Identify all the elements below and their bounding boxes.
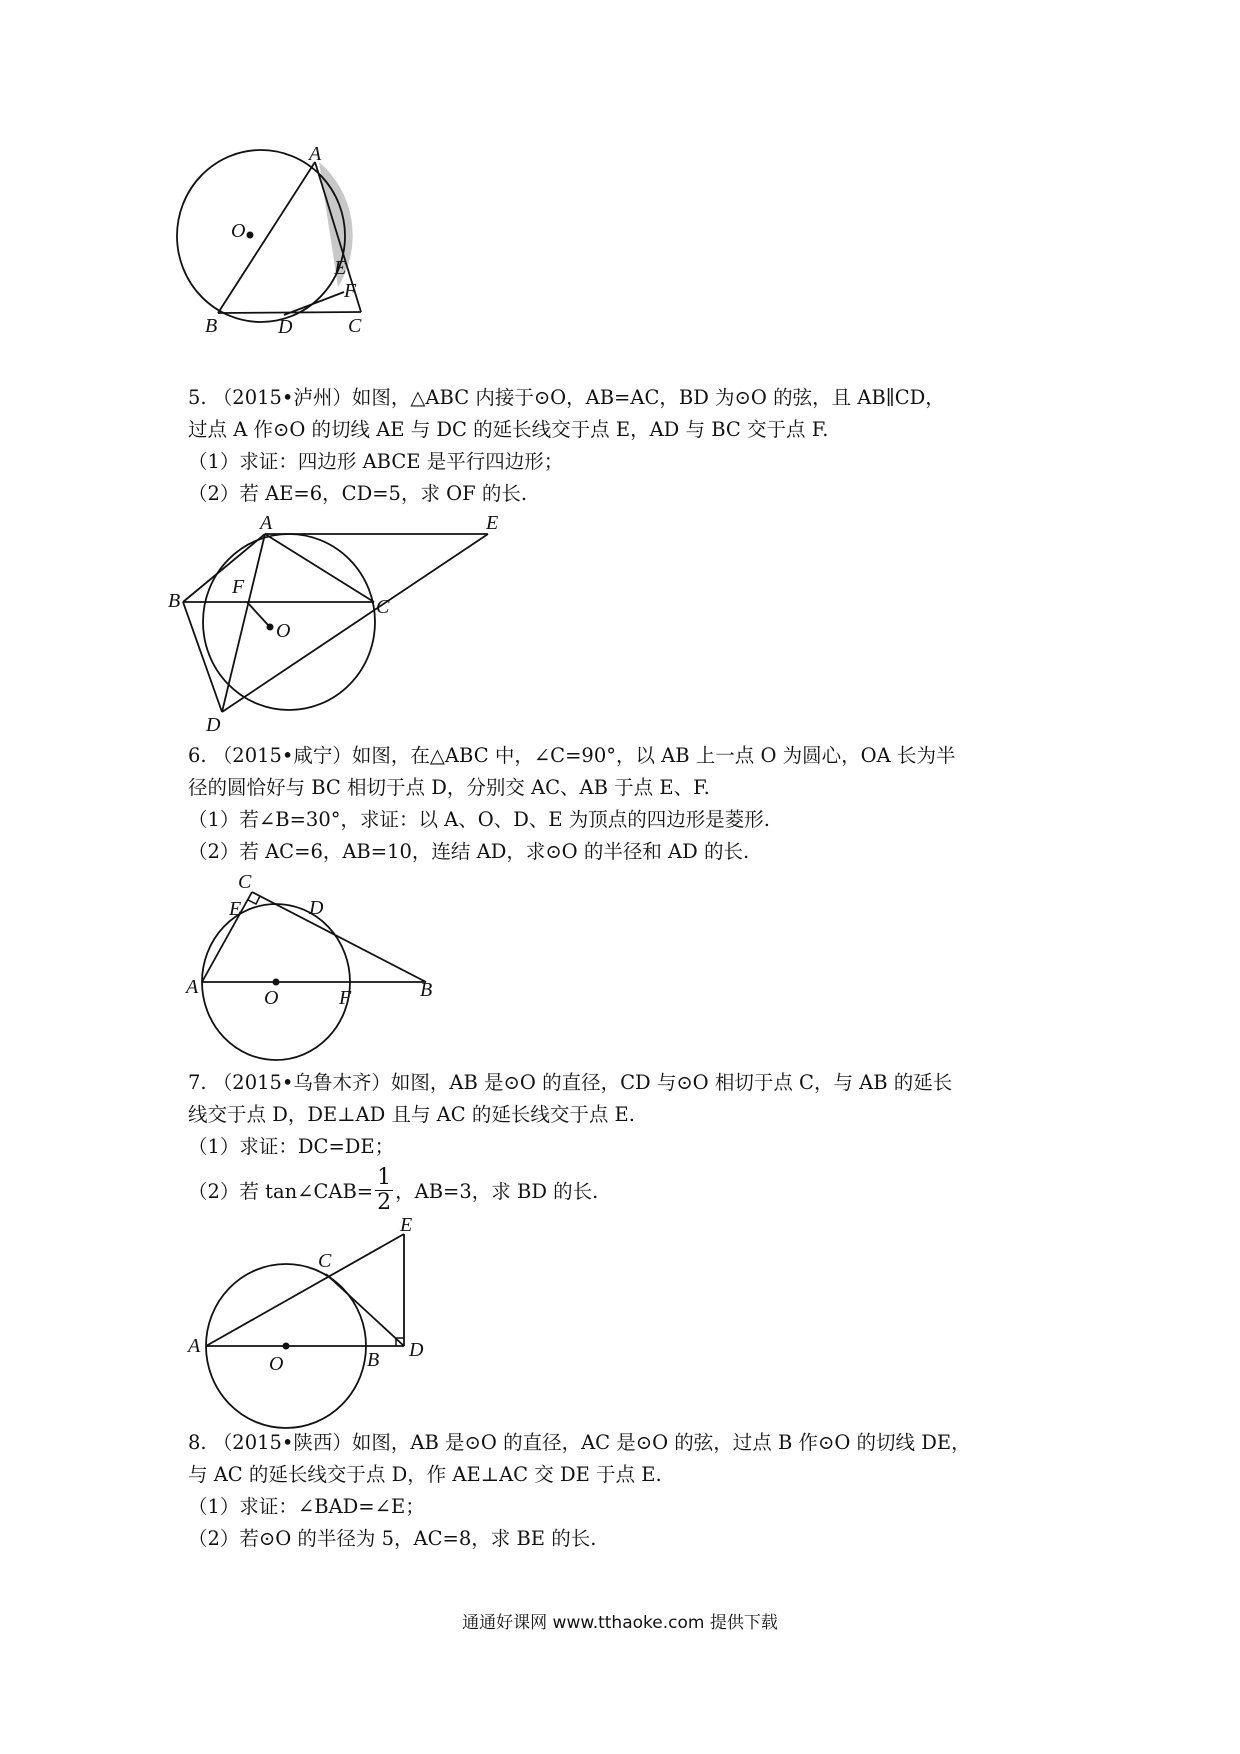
label-E: E <box>229 898 242 920</box>
label-E: E <box>400 1214 413 1236</box>
problem-6 <box>188 740 1068 868</box>
label-O: O <box>276 620 291 642</box>
problem-5 <box>188 382 1068 510</box>
label-C: C <box>348 315 362 337</box>
figure-4-diagram <box>176 1214 456 1428</box>
label-C: C <box>238 871 252 893</box>
label-D: D <box>309 897 324 919</box>
label-B: B <box>205 315 218 337</box>
problem-7-part-2-suffix: ，AB=3，求 BD 的长. <box>395 1180 599 1203</box>
problem-8 <box>188 1427 1068 1555</box>
label-F: F <box>339 987 352 1009</box>
label-F: F <box>232 576 245 598</box>
problem-5-line-2: 过点 A 作⊙O 的切线 AE 与 DC 的延长线交于点 E，AD 与 BC 交于点 F. <box>188 418 829 441</box>
label-A: A <box>260 512 273 534</box>
problem-8-part-2: （2）若⊙O 的半径为 5，AC=8，求 BE 的长. <box>188 1527 597 1550</box>
problem-7-part-2 <box>188 1165 1068 1216</box>
page-footer: 通通好课网 www.tthaoke.com 提供下载 <box>462 1613 778 1633</box>
figure-1 <box>176 143 406 375</box>
problem-7-line-2: 线交于点 D，DE⊥AD 且与 AC 的延长线交于点 E. <box>188 1103 635 1126</box>
label-A: A <box>188 1335 201 1357</box>
label-A: A <box>309 143 322 165</box>
problem-7-line-1: 7. （2015•乌鲁木齐）如图，AB 是⊙O 的直径，CD 与⊙O 相切于点 C，与 AB 的延长 <box>188 1071 953 1094</box>
label-D: D <box>409 1339 424 1361</box>
label-O: O <box>264 987 279 1009</box>
figure-4 <box>176 1214 456 1428</box>
label-D: D <box>206 714 221 736</box>
problem-8-line-1: 8. （2015•陕西）如图，AB 是⊙O 的直径，AC 是⊙O 的弦，过点 B 作⊙O 的切线 DE， <box>188 1431 971 1454</box>
label-B: B <box>367 1349 380 1371</box>
problem-5-part-2: （2）若 AE=6，CD=5，求 OF 的长. <box>188 482 528 505</box>
label-O: O <box>231 220 246 242</box>
problem-6-part-2: （2）若 AC=6，AB=10，连结 AD，求⊙O 的半径和 AD 的长. <box>188 840 750 863</box>
problem-5-line-1: 5. （2015•泸州）如图，△ABC 内接于⊙O，AB=AC，BD 为⊙O 的弦，且 AB∥CD， <box>188 386 945 409</box>
label-C: C <box>318 1250 332 1272</box>
label-C: C <box>376 596 390 618</box>
problem-7-part-2-prefix: （2）若 tan∠CAB= <box>188 1180 374 1203</box>
figure-3-diagram <box>176 868 456 1063</box>
figure-2 <box>168 510 516 736</box>
problem-6-line-1: 6. （2015•咸宁）如图，在△ABC 中，∠C=90°，以 AB 上一点 O 为圆心，OA 长为半 <box>188 744 956 767</box>
label-F: F <box>344 280 357 302</box>
label-O: O <box>269 1353 284 1375</box>
label-E: E <box>486 512 499 534</box>
problem-7 <box>188 1067 1068 1216</box>
label-B: B <box>168 590 181 612</box>
label-D: D <box>278 316 293 338</box>
problem-6-part-1: （1）若∠B=30°，求证：以 A、O、D、E 为顶点的四边形是菱形. <box>188 808 771 831</box>
label-E: E <box>334 257 347 279</box>
figure-1-diagram <box>176 143 406 375</box>
problem-7-part-1: （1）求证：DC=DE； <box>188 1135 395 1158</box>
label-B: B <box>420 979 433 1001</box>
fraction-denominator: 2 <box>377 1190 392 1215</box>
problem-5-part-1: （1）求证：四边形 ABCE 是平行四边形； <box>188 450 564 473</box>
problem-8-line-2: 与 AC 的延长线交于点 D，作 AE⊥AC 交 DE 于点 E. <box>188 1463 662 1486</box>
problem-8-part-1: （1）求证：∠BAD=∠E； <box>188 1495 425 1518</box>
figure-3 <box>176 868 456 1063</box>
problem-6-line-2: 径的圆恰好与 BC 相切于点 D，分别交 AC、AB 于点 E、F. <box>188 776 710 799</box>
label-A: A <box>186 976 199 998</box>
fraction-one-half <box>375 1167 393 1214</box>
figure-2-diagram <box>168 510 516 736</box>
fraction-numerator: 1 <box>377 1165 392 1190</box>
